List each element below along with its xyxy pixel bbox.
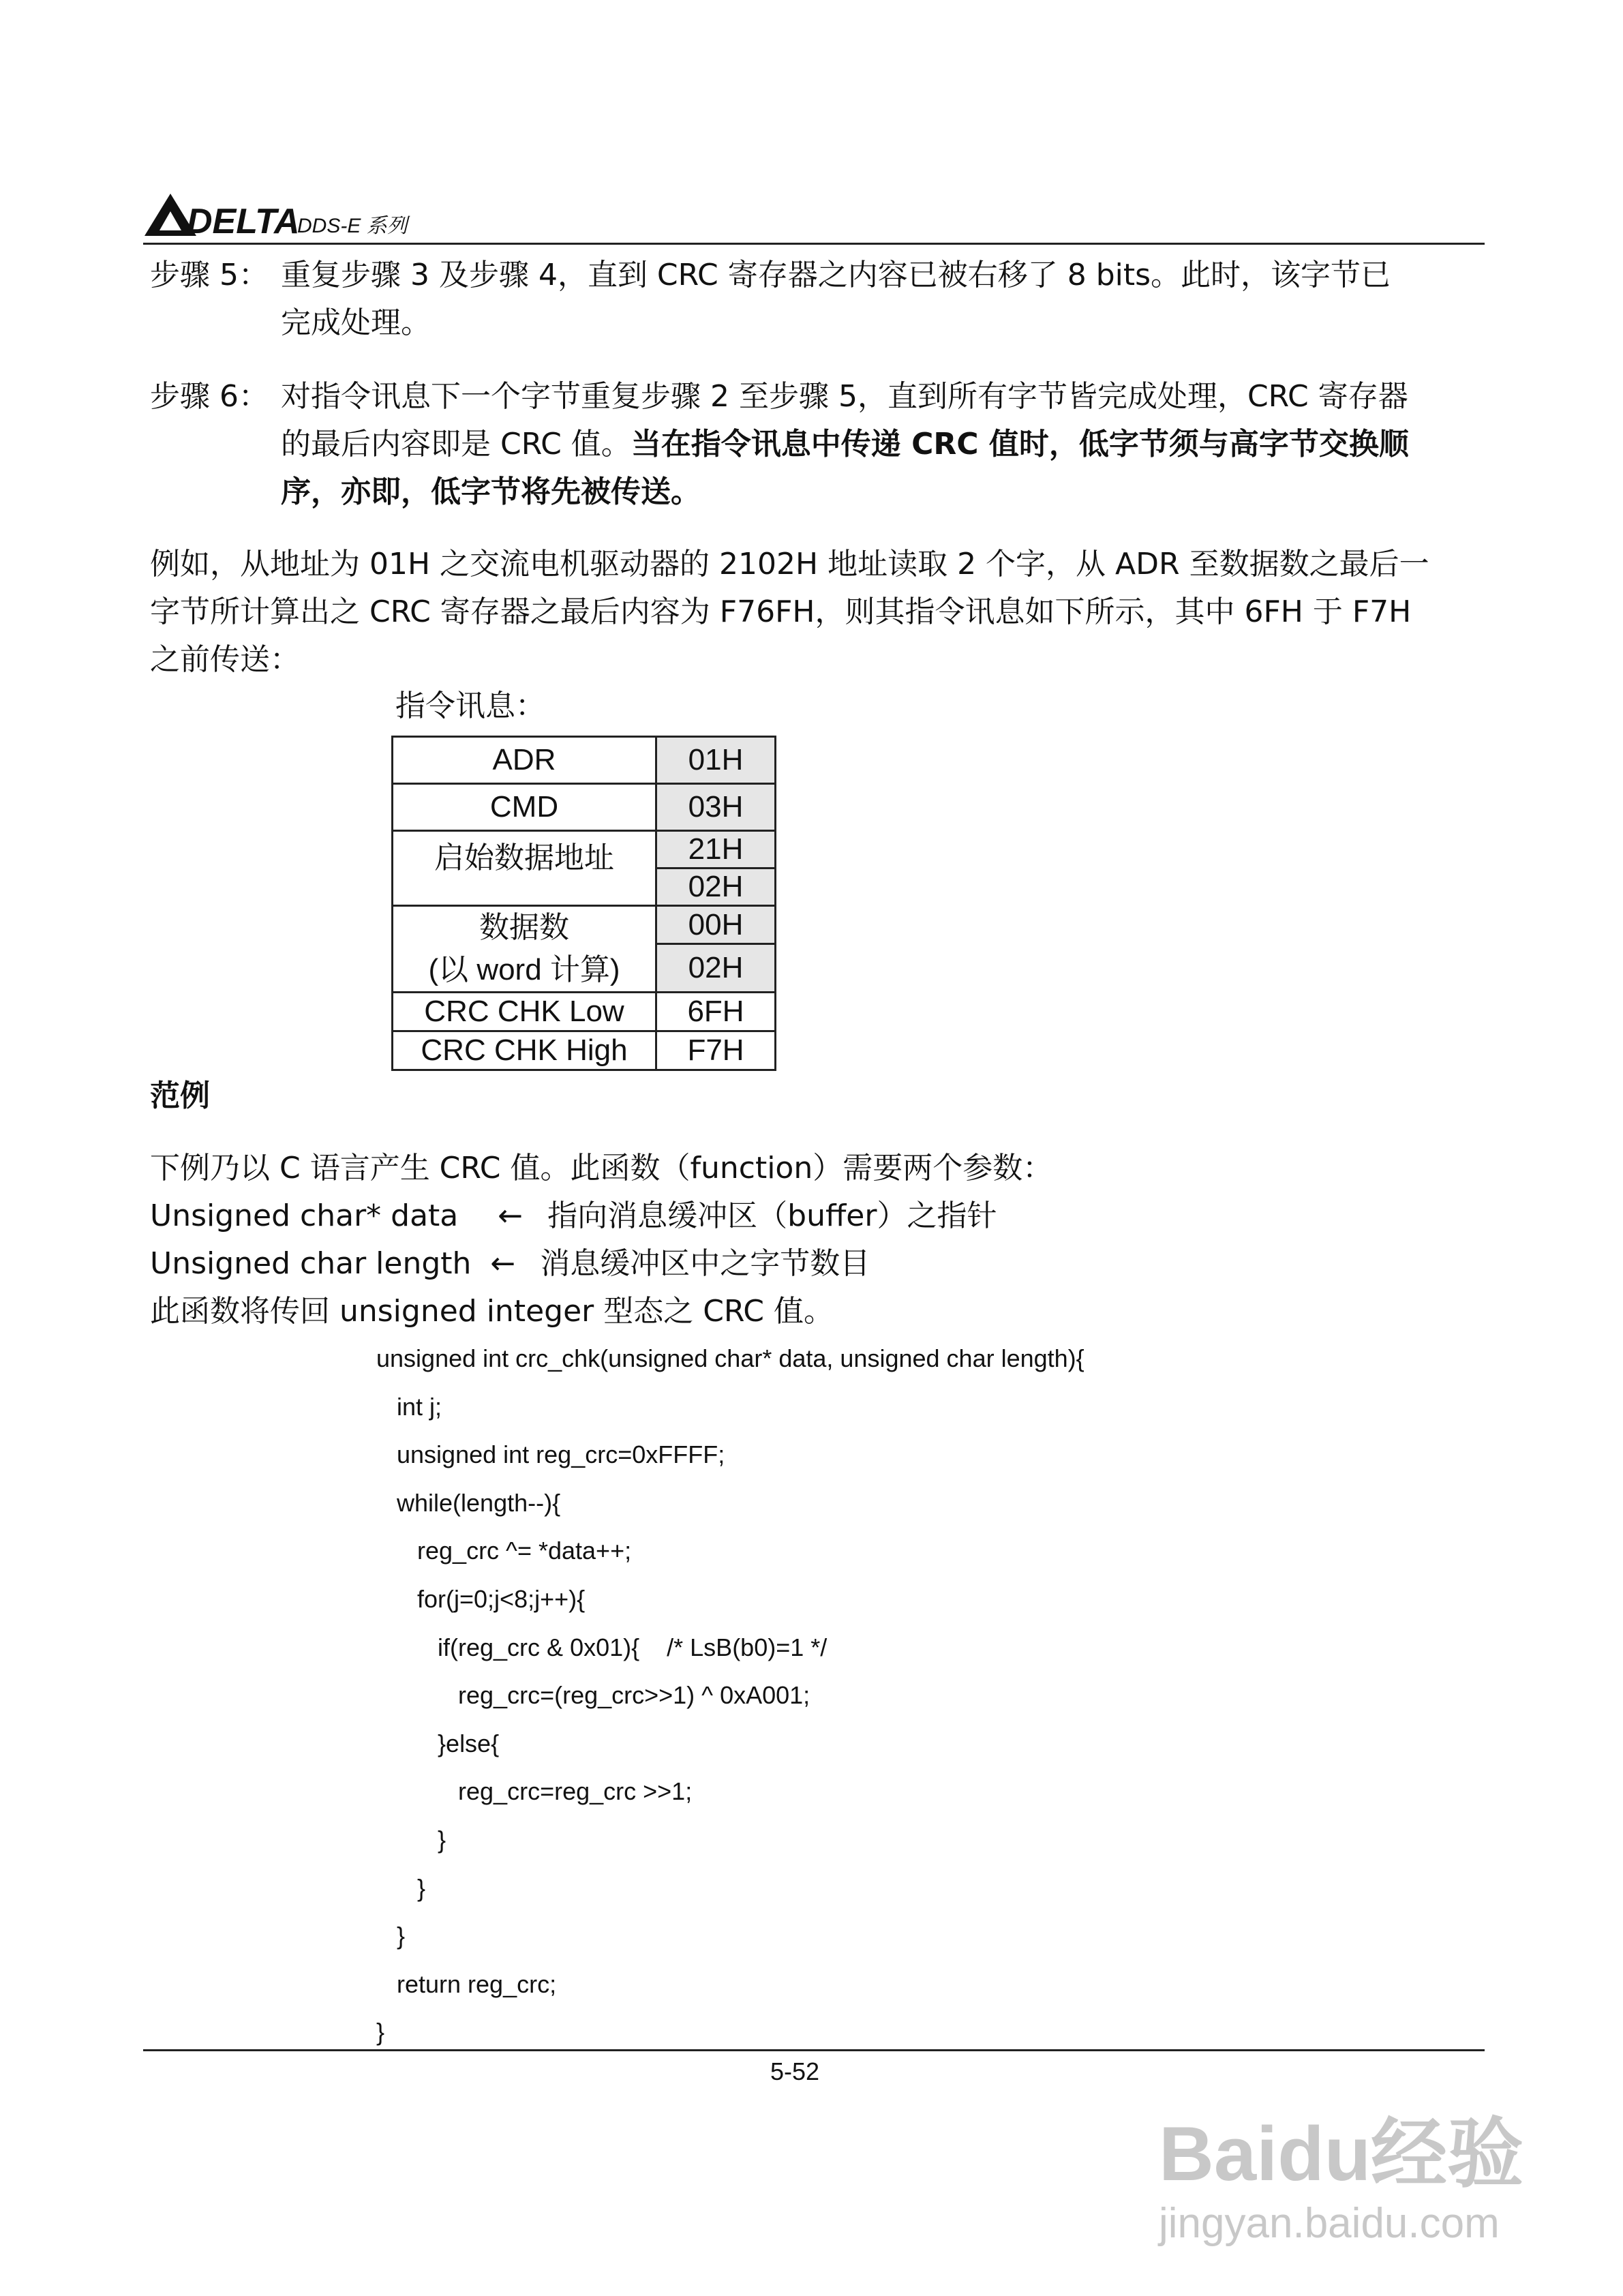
code-line: int j; bbox=[376, 1392, 442, 1421]
section-title: 范例 bbox=[150, 1078, 210, 1113]
start-address-high: 21H bbox=[656, 831, 776, 868]
code-line: } bbox=[376, 1825, 446, 1854]
example-line-2: 字节所计算出之 CRC 寄存器之最后内容为 F76FH，则其指令讯息如下所示，其中 6FH 于 F7H bbox=[150, 594, 1412, 629]
table-caption: 指令讯息： bbox=[395, 689, 545, 723]
step-6-line-2-normal: 的最后内容即是 CRC 值。 bbox=[281, 427, 631, 462]
intro-line-1: 下例乃以 C 语言产生 CRC 值。此函数（function）需要两个参数： bbox=[150, 1151, 1053, 1185]
start-address-low: 02H bbox=[656, 868, 776, 906]
data-count-label-line-2: (以 word 计算) bbox=[428, 953, 620, 986]
command-message-table bbox=[391, 736, 776, 1071]
code-line: for(j=0;j<8;j++){ bbox=[376, 1584, 586, 1613]
step-6-line-2-bold: 当在指令讯息中传递 CRC 值时，低字节须与高字节交换顺 bbox=[631, 427, 1409, 462]
code-line: while(length--){ bbox=[376, 1488, 561, 1517]
code-line: } bbox=[376, 2018, 385, 2046]
watermark-brand: Baidu经验 bbox=[1159, 2111, 1524, 2196]
table-row bbox=[393, 1031, 776, 1070]
code-line: unsigned int crc_chk(unsigned char* data, unsigned char length){ bbox=[376, 1344, 1084, 1372]
code-line: } bbox=[376, 1922, 406, 1950]
table-row bbox=[393, 906, 776, 944]
param-2-desc: 消息缓冲区中之字节数目 bbox=[540, 1246, 870, 1281]
cmd-value: 03H bbox=[656, 784, 776, 831]
code-line: reg_crc ^= *data++; bbox=[376, 1537, 632, 1565]
example-line-3: 之前传送： bbox=[150, 642, 300, 677]
example-line-1: 例如，从地址为 01H 之交流电机驱动器的 2102H 地址读取 2 个字，从 ADR 至数据数之最后一 bbox=[150, 547, 1429, 581]
code-line: if(reg_crc & 0x01){ /* LsB(b0)=1 */ bbox=[376, 1633, 828, 1661]
code-line: unsigned int reg_crc=0xFFFF; bbox=[376, 1440, 725, 1469]
page-number: 5-52 bbox=[770, 2057, 820, 2085]
footer-rule bbox=[143, 2049, 1485, 2051]
code-line: reg_crc=(reg_crc>>1) ^ 0xA001; bbox=[376, 1681, 810, 1710]
crc-high-label: CRC CHK High bbox=[393, 1031, 656, 1070]
table-row bbox=[393, 993, 776, 1031]
crc-high-value: F7H bbox=[656, 1031, 776, 1070]
data-count-label bbox=[393, 906, 656, 993]
left-arrow-icon: ← bbox=[490, 1246, 516, 1281]
step-5-line-1: 重复步骤 3 及步骤 4，直到 CRC 寄存器之内容已被右移了 8 bits。此时，该字节已 bbox=[281, 258, 1391, 292]
table-row bbox=[393, 737, 776, 784]
table-row bbox=[393, 831, 776, 868]
crc-low-label: CRC CHK Low bbox=[393, 993, 656, 1031]
data-count-label-line-1: 数据数 bbox=[479, 911, 569, 944]
data-count-low: 02H bbox=[656, 944, 776, 993]
intro-line-4: 此函数将传回 unsigned integer 型态之 CRC 值。 bbox=[150, 1294, 834, 1329]
step-6-line-2 bbox=[281, 420, 1482, 469]
param-2-name: Unsigned char length bbox=[150, 1246, 472, 1281]
data-count-high: 00H bbox=[656, 906, 776, 944]
cmd-label: CMD bbox=[393, 784, 656, 831]
left-arrow-icon: ← bbox=[498, 1198, 524, 1233]
code-line: }else{ bbox=[376, 1729, 500, 1757]
code-line: return reg_crc; bbox=[376, 1969, 557, 1998]
param-1-line bbox=[150, 1192, 997, 1241]
step-6-label: 步骤 6： bbox=[150, 379, 269, 414]
step-6-line-1: 对指令讯息下一个字节重复步骤 2 至步骤 5，直到所有字节皆完成处理，CRC 寄存器 bbox=[281, 379, 1408, 414]
step-5-label: 步骤 5： bbox=[150, 258, 269, 292]
header-rule bbox=[143, 243, 1485, 245]
logo-text: DELTA bbox=[187, 202, 300, 240]
step-5-line-2: 完成处理。 bbox=[281, 305, 431, 340]
crc-low-value: 6FH bbox=[656, 993, 776, 1031]
series-label: DDS-E 系列 bbox=[297, 215, 408, 237]
param-1-desc: 指向消息缓冲区（buffer）之指针 bbox=[547, 1198, 997, 1233]
param-1-name: Unsigned char* data bbox=[150, 1198, 459, 1233]
delta-logo bbox=[143, 188, 300, 240]
code-line: reg_crc=reg_crc >>1; bbox=[376, 1777, 693, 1806]
start-address-label: 启始数据地址 bbox=[393, 831, 656, 906]
code-line: } bbox=[376, 1873, 426, 1902]
table-row bbox=[393, 784, 776, 831]
watermark-url: jingyan.baidu.com bbox=[1159, 2200, 1500, 2247]
adr-value: 01H bbox=[656, 737, 776, 784]
adr-label: ADR bbox=[393, 737, 656, 784]
code-block bbox=[376, 1335, 1084, 2057]
param-2-line bbox=[150, 1239, 870, 1288]
step-6-line-3: 序，亦即，低字节将先被传送。 bbox=[281, 474, 701, 509]
